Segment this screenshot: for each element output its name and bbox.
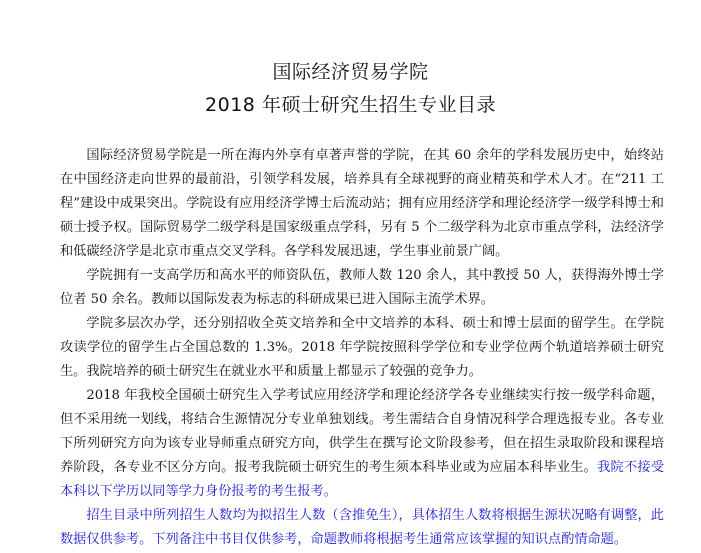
highlight-notice: 我院不接受本科以下学历以同等学力身份报考的考生报考。 xyxy=(60,460,665,499)
paragraph-international xyxy=(60,312,664,384)
paragraph-faculty xyxy=(60,264,664,312)
paragraph-exam-policy xyxy=(60,384,664,504)
document-body xyxy=(60,144,664,552)
highlight-notice: 招生目录中所列招生人数均为拟招生人数（含推免生），具体招生人数将根据生源状况略有调整，此数据仅供参考。下列备注中书目仅供参考，命题教师将根据考生通常应该掌握的知识点酌情命题。 xyxy=(60,508,664,547)
document-subtitle: 2018 年硕士研究生招生专业目录 xyxy=(205,94,496,116)
document-title: 国际经济贸易学院 xyxy=(272,61,429,83)
paragraph-text: 学院多层次办学，还分别招收全英文培养和全中文培养的本科、硕士和博士层面的留学生。在学院攻读学位的留学生占全国总数的 1.3%。2018 年学院按照科学学位和专业学位两个轨道培养硕士研究生。我院培养的硕士研究生在就业水平和质量上都显示了较强的竞争力。 xyxy=(60,316,664,379)
paragraph-intro xyxy=(60,144,664,264)
paragraph-text: 学院拥有一支高学历和高水平的师资队伍，教师人数 120 余人，其中教授 50 人，获得海外博士学位者 50 余名。教师以国际发表为标志的科研成果已进入国际主流学术界。 xyxy=(60,268,664,307)
paragraph-text: 国际经济贸易学院是一所在海内外享有卓著声誉的学院，在其 60 余年的学科发展历史中，始终站在中国经济走向世界的最前沿，引领学科发展，培养具有全球视野的商业精英和学术人才。在“211 工程”建设中成果突出。学院设有应用经济学博士后流动站；拥有应用经济学和理论经济学一级学科博士和硕士授予权。国际贸易学二级学科是国家级重点学科，另有 5 个二级学科为北京市重点学科，法经济学和低碳经济学是北京市重点交叉学科。各学科发展迅速，学生事业前景广阔。 xyxy=(60,148,664,259)
paragraph-enrollment-note xyxy=(60,504,664,552)
paragraph-text: 2018 年我校全国硕士研究生入学考试应用经济学和理论经济学各专业继续实行按一级学科命题，但不采用统一划线，将结合生源情况分专业单独划线。考生需结合自身情况科学合理选报专业。各专业下所列研究方向为该专业导师重点研究方向，供学生在撰写论文阶段参考，但在招生录取阶段和课程培养阶段，各专业不区分方向。报考我院硕士研究生的考生须本科毕业或为应届本科毕业生。 xyxy=(60,388,664,475)
